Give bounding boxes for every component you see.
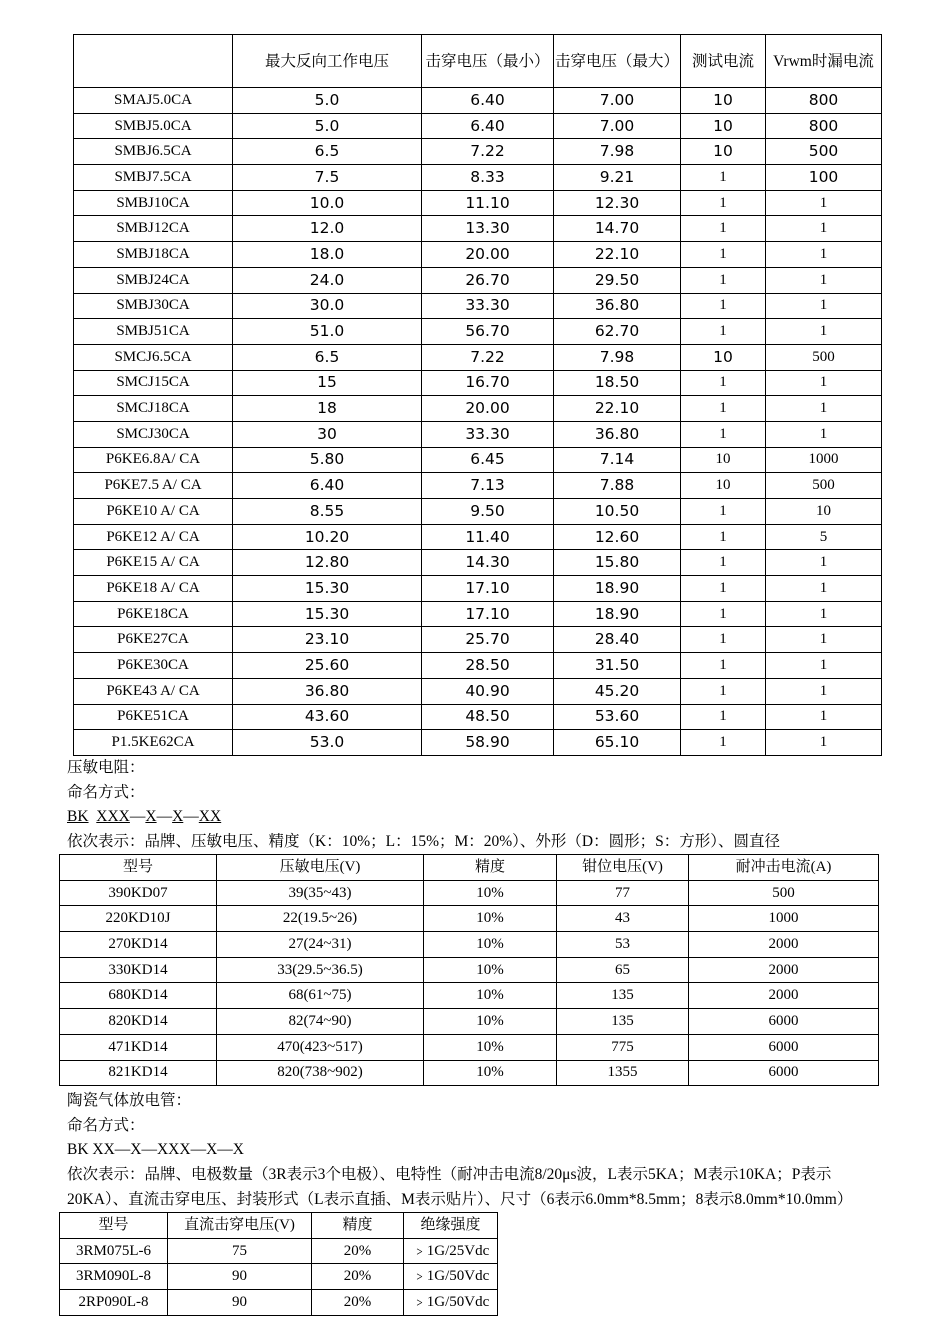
gdt-naming-label: 命名方式： — [67, 1117, 145, 1134]
tvs-cell: 36.80 — [233, 678, 422, 704]
tvs-row — [74, 473, 882, 499]
tvs-cell: 12.30 — [554, 190, 681, 216]
tvs-row — [74, 293, 882, 319]
tvs-cell: 18.90 — [554, 601, 681, 627]
gdt-header-row — [60, 1213, 498, 1239]
tvs-cell: 18 — [233, 396, 422, 422]
mov-header-cell: 耐冲击电流(A) — [689, 855, 879, 881]
tvs-cell: 36.80 — [554, 293, 681, 319]
tvs-cell: 1 — [766, 396, 882, 422]
tvs-cell: P6KE6.8A/ CA — [74, 447, 233, 473]
mov-cell: 10% — [424, 1034, 557, 1060]
tvs-cell: 26.70 — [422, 267, 554, 293]
tvs-header-cell: 测试电流 — [681, 35, 766, 88]
mov-cell: 77 — [557, 880, 689, 906]
mov-cell: 270KD14 — [60, 932, 217, 958]
tvs-cell: 1 — [681, 216, 766, 242]
tvs-cell: 10 — [766, 499, 882, 525]
tvs-cell: 20.00 — [422, 242, 554, 268]
tvs-cell: 45.20 — [554, 678, 681, 704]
tvs-cell: 7.22 — [422, 344, 554, 370]
tvs-cell: 22.10 — [554, 242, 681, 268]
mov-row — [60, 983, 879, 1009]
tvs-cell: 1 — [681, 293, 766, 319]
tvs-cell: 7.98 — [554, 139, 681, 165]
naming-separator: — — [156, 808, 173, 825]
tvs-cell: 1000 — [766, 447, 882, 473]
mov-cell: 43 — [557, 906, 689, 932]
mov-naming-label: 命名方式： — [67, 784, 145, 801]
tvs-cell: 18.50 — [554, 370, 681, 396]
mov-cell: 39(35~43) — [217, 880, 424, 906]
gdt-naming-code: BK XX—X—XXX—X—X — [67, 1141, 244, 1158]
tvs-row — [74, 576, 882, 602]
tvs-cell: SMCJ6.5CA — [74, 344, 233, 370]
mov-header-cell: 钳位电压(V) — [557, 855, 689, 881]
tvs-cell: 10.0 — [233, 190, 422, 216]
gas-discharge-tube-table — [59, 1212, 498, 1316]
tvs-cell: P6KE18CA — [74, 601, 233, 627]
tvs-cell: 36.80 — [554, 421, 681, 447]
tvs-cell: 58.90 — [422, 730, 554, 756]
gdt-header-cell: 型号 — [60, 1213, 168, 1239]
tvs-cell: P6KE43 A/ CA — [74, 678, 233, 704]
mov-cell: 10% — [424, 1060, 557, 1086]
naming-brand: BK — [67, 808, 89, 825]
tvs-cell: 25.70 — [422, 627, 554, 653]
mov-cell: 68(61~75) — [217, 983, 424, 1009]
gdt-cell: ﹥1G/50Vdc — [404, 1264, 498, 1290]
tvs-cell: 1 — [681, 499, 766, 525]
mov-cell: 10% — [424, 880, 557, 906]
gdt-description-line-2: 20KA）、直流击穿电压、封装形式（L表示直插、M表示贴片）、尺寸（6表示6.0mm*8.5mm；8表示8.0mm*10.0mm） — [67, 1191, 853, 1208]
tvs-header-cell: 最大反向工作电压 — [233, 35, 422, 88]
tvs-cell: 11.40 — [422, 524, 554, 550]
gdt-row — [60, 1238, 498, 1264]
tvs-cell: 10.20 — [233, 524, 422, 550]
tvs-cell: 6.5 — [233, 344, 422, 370]
gdt-cell: 75 — [168, 1238, 312, 1264]
tvs-cell: 24.0 — [233, 267, 422, 293]
mov-cell: 1355 — [557, 1060, 689, 1086]
mov-cell: 6000 — [689, 1034, 879, 1060]
tvs-row — [74, 601, 882, 627]
tvs-row — [74, 344, 882, 370]
tvs-row — [74, 139, 882, 165]
mov-row — [60, 1034, 879, 1060]
tvs-cell: 9.21 — [554, 165, 681, 191]
mov-cell: 82(74~90) — [217, 1009, 424, 1035]
tvs-cell: 7.88 — [554, 473, 681, 499]
tvs-row — [74, 447, 882, 473]
tvs-cell: 7.00 — [554, 88, 681, 114]
tvs-row — [74, 216, 882, 242]
tvs-cell: 17.10 — [422, 601, 554, 627]
mov-row — [60, 880, 879, 906]
tvs-cell: 53.60 — [554, 704, 681, 730]
gdt-section-title: 陶瓷气体放电管： — [67, 1092, 192, 1109]
tvs-cell: 15 — [233, 370, 422, 396]
gdt-cell: 20% — [312, 1238, 404, 1264]
mov-cell: 33(29.5~36.5) — [217, 957, 424, 983]
gdt-cell: ﹥1G/50Vdc — [404, 1290, 498, 1316]
tvs-cell: P6KE15 A/ CA — [74, 550, 233, 576]
mov-cell: 680KD14 — [60, 983, 217, 1009]
tvs-cell: 1 — [766, 319, 882, 345]
tvs-cell: 1 — [766, 550, 882, 576]
tvs-row — [74, 190, 882, 216]
tvs-cell: 1 — [681, 370, 766, 396]
tvs-cell: 1 — [681, 421, 766, 447]
gdt-description-line-1: 依次表示：品牌、电极数量（3R表示3个电极）、电特性（耐冲击电流8/20μs波，L表示5KA；M表示10KA；P表示 — [67, 1166, 832, 1183]
tvs-cell: 1 — [681, 165, 766, 191]
tvs-cell: SMBJ24CA — [74, 267, 233, 293]
tvs-cell: SMBJ10CA — [74, 190, 233, 216]
mov-cell: 1000 — [689, 906, 879, 932]
naming-separator: — — [129, 808, 146, 825]
tvs-cell: 1 — [681, 627, 766, 653]
tvs-cell: SMBJ5.0CA — [74, 113, 233, 139]
mov-cell: 10% — [424, 906, 557, 932]
tvs-cell: 1 — [681, 601, 766, 627]
tvs-cell: P6KE10 A/ CA — [74, 499, 233, 525]
tvs-header-cell: Vrwm时漏电流 — [766, 35, 882, 88]
tvs-cell: 28.40 — [554, 627, 681, 653]
tvs-cell: P6KE12 A/ CA — [74, 524, 233, 550]
mov-row — [60, 957, 879, 983]
tvs-cell: 1 — [681, 576, 766, 602]
tvs-header-row — [74, 35, 882, 88]
tvs-cell: 1 — [766, 190, 882, 216]
tvs-cell: 6.40 — [233, 473, 422, 499]
tvs-cell: 65.10 — [554, 730, 681, 756]
mov-header-row — [60, 855, 879, 881]
tvs-cell: 7.13 — [422, 473, 554, 499]
mov-cell: 10% — [424, 1009, 557, 1035]
tvs-cell: 43.60 — [233, 704, 422, 730]
tvs-cell: SMBJ6.5CA — [74, 139, 233, 165]
tvs-cell: 31.50 — [554, 653, 681, 679]
tvs-cell: 1 — [681, 678, 766, 704]
mov-cell: 10% — [424, 983, 557, 1009]
tvs-cell: 13.30 — [422, 216, 554, 242]
tvs-cell: 1 — [766, 730, 882, 756]
tvs-cell: 17.10 — [422, 576, 554, 602]
tvs-cell: 1 — [681, 524, 766, 550]
tvs-row — [74, 267, 882, 293]
tvs-cell: 62.70 — [554, 319, 681, 345]
tvs-row — [74, 165, 882, 191]
tvs-cell: 1 — [681, 730, 766, 756]
mov-cell: 22(19.5~26) — [217, 906, 424, 932]
tvs-row — [74, 704, 882, 730]
tvs-cell: 7.22 — [422, 139, 554, 165]
tvs-cell: 18.0 — [233, 242, 422, 268]
gdt-header-cell: 精度 — [312, 1213, 404, 1239]
gdt-row — [60, 1290, 498, 1316]
gdt-cell: ﹥1G/25Vdc — [404, 1238, 498, 1264]
tvs-cell: 10 — [681, 139, 766, 165]
naming-part-voltage: XXX — [96, 808, 130, 825]
mov-cell: 65 — [557, 957, 689, 983]
tvs-row — [74, 113, 882, 139]
tvs-cell: 6.5 — [233, 139, 422, 165]
tvs-cell: 11.10 — [422, 190, 554, 216]
mov-cell: 2000 — [689, 983, 879, 1009]
gdt-cell: 3RM090L-8 — [60, 1264, 168, 1290]
tvs-cell: 1 — [766, 627, 882, 653]
tvs-cell: 10.50 — [554, 499, 681, 525]
mov-cell: 821KD14 — [60, 1060, 217, 1086]
tvs-cell: 22.10 — [554, 396, 681, 422]
tvs-cell: 7.5 — [233, 165, 422, 191]
tvs-cell: P6KE27CA — [74, 627, 233, 653]
tvs-cell: 1 — [681, 704, 766, 730]
naming-separator: — — [183, 808, 199, 825]
tvs-row — [74, 550, 882, 576]
tvs-cell: SMBJ7.5CA — [74, 165, 233, 191]
varistor-table — [59, 854, 879, 1086]
tvs-row — [74, 524, 882, 550]
mov-cell: 820KD14 — [60, 1009, 217, 1035]
mov-header-cell: 压敏电压(V) — [217, 855, 424, 881]
tvs-cell: 12.80 — [233, 550, 422, 576]
tvs-cell: 33.30 — [422, 293, 554, 319]
tvs-cell: P6KE51CA — [74, 704, 233, 730]
tvs-cell: 1 — [766, 601, 882, 627]
tvs-cell: 1 — [766, 267, 882, 293]
tvs-cell: 14.70 — [554, 216, 681, 242]
tvs-diode-table — [73, 34, 882, 756]
mov-row — [60, 1009, 879, 1035]
tvs-cell: 1 — [766, 293, 882, 319]
tvs-cell: 1 — [766, 242, 882, 268]
tvs-cell: 1 — [766, 678, 882, 704]
mov-cell: 135 — [557, 983, 689, 1009]
mov-cell: 6000 — [689, 1060, 879, 1086]
tvs-cell: 800 — [766, 88, 882, 114]
mov-header-cell: 型号 — [60, 855, 217, 881]
tvs-cell: 56.70 — [422, 319, 554, 345]
tvs-cell: 12.60 — [554, 524, 681, 550]
mov-row — [60, 906, 879, 932]
mov-cell: 500 — [689, 880, 879, 906]
tvs-cell: 6.40 — [422, 88, 554, 114]
tvs-cell: 1 — [681, 242, 766, 268]
tvs-cell: 1 — [766, 704, 882, 730]
tvs-cell: 1 — [681, 550, 766, 576]
tvs-row — [74, 319, 882, 345]
mov-cell: 2000 — [689, 957, 879, 983]
tvs-cell: 7.98 — [554, 344, 681, 370]
mov-cell: 135 — [557, 1009, 689, 1035]
tvs-cell: 6.40 — [422, 113, 554, 139]
mov-row — [60, 932, 879, 958]
tvs-row — [74, 421, 882, 447]
tvs-cell: 16.70 — [422, 370, 554, 396]
tvs-cell: 1 — [681, 190, 766, 216]
mov-cell: 6000 — [689, 1009, 879, 1035]
tvs-cell: P6KE30CA — [74, 653, 233, 679]
tvs-row — [74, 499, 882, 525]
tvs-cell: 10 — [681, 88, 766, 114]
tvs-cell: 51.0 — [233, 319, 422, 345]
tvs-cell: 40.90 — [422, 678, 554, 704]
tvs-cell: 1 — [681, 653, 766, 679]
tvs-cell: 1 — [681, 319, 766, 345]
tvs-cell: P1.5KE62CA — [74, 730, 233, 756]
tvs-cell: 28.50 — [422, 653, 554, 679]
tvs-header-cell — [74, 35, 233, 88]
tvs-cell: 10 — [681, 113, 766, 139]
tvs-cell: 10 — [681, 447, 766, 473]
naming-part-tolerance: X — [145, 808, 157, 825]
mov-section-title: 压敏电阻： — [67, 759, 145, 776]
tvs-cell: 5.0 — [233, 88, 422, 114]
tvs-cell: 30 — [233, 421, 422, 447]
tvs-cell: 500 — [766, 139, 882, 165]
tvs-cell: 500 — [766, 473, 882, 499]
tvs-row — [74, 396, 882, 422]
tvs-cell: 25.60 — [233, 653, 422, 679]
tvs-cell: 6.45 — [422, 447, 554, 473]
tvs-row — [74, 242, 882, 268]
naming-part-shape: X — [172, 808, 184, 825]
mov-cell: 2000 — [689, 932, 879, 958]
tvs-cell: 1 — [681, 396, 766, 422]
tvs-cell: 53.0 — [233, 730, 422, 756]
naming-part-diameter: XX — [198, 808, 222, 825]
tvs-cell: SMCJ18CA — [74, 396, 233, 422]
tvs-cell: 1 — [766, 576, 882, 602]
tvs-row — [74, 627, 882, 653]
mov-naming-code — [67, 807, 221, 827]
mov-header-cell: 精度 — [424, 855, 557, 881]
tvs-cell: 7.14 — [554, 447, 681, 473]
tvs-cell: 15.30 — [233, 576, 422, 602]
mov-cell: 53 — [557, 932, 689, 958]
gdt-cell: 2RP090L-8 — [60, 1290, 168, 1316]
gdt-header-cell: 直流击穿电压(V) — [168, 1213, 312, 1239]
tvs-cell: 48.50 — [422, 704, 554, 730]
tvs-cell: 1 — [766, 421, 882, 447]
tvs-cell: SMCJ15CA — [74, 370, 233, 396]
mov-cell: 220KD10J — [60, 906, 217, 932]
tvs-cell: SMBJ12CA — [74, 216, 233, 242]
tvs-cell: 12.0 — [233, 216, 422, 242]
tvs-cell: 15.80 — [554, 550, 681, 576]
tvs-cell: 8.33 — [422, 165, 554, 191]
gdt-header-cell: 绝缘强度 — [404, 1213, 498, 1239]
mov-cell: 775 — [557, 1034, 689, 1060]
tvs-cell: 1 — [681, 267, 766, 293]
tvs-cell: 10 — [681, 473, 766, 499]
tvs-cell: SMBJ51CA — [74, 319, 233, 345]
mov-cell: 10% — [424, 957, 557, 983]
tvs-cell: 29.50 — [554, 267, 681, 293]
tvs-cell: 1 — [766, 216, 882, 242]
tvs-cell: 33.30 — [422, 421, 554, 447]
mov-cell: 471KD14 — [60, 1034, 217, 1060]
gdt-cell: 3RM075L-6 — [60, 1238, 168, 1264]
tvs-cell: 5.0 — [233, 113, 422, 139]
tvs-cell: 7.00 — [554, 113, 681, 139]
mov-cell: 10% — [424, 932, 557, 958]
gdt-row — [60, 1264, 498, 1290]
mov-row — [60, 1060, 879, 1086]
tvs-cell: 10 — [681, 344, 766, 370]
gdt-cell: 90 — [168, 1264, 312, 1290]
tvs-cell: 1 — [766, 653, 882, 679]
tvs-cell: 14.30 — [422, 550, 554, 576]
tvs-row — [74, 653, 882, 679]
tvs-cell: SMAJ5.0CA — [74, 88, 233, 114]
tvs-cell: 20.00 — [422, 396, 554, 422]
tvs-cell: SMCJ30CA — [74, 421, 233, 447]
tvs-row — [74, 730, 882, 756]
tvs-cell: 800 — [766, 113, 882, 139]
tvs-cell: 15.30 — [233, 601, 422, 627]
tvs-cell: 5 — [766, 524, 882, 550]
tvs-cell: 8.55 — [233, 499, 422, 525]
mov-cell: 390KD07 — [60, 880, 217, 906]
tvs-row — [74, 370, 882, 396]
tvs-cell: 9.50 — [422, 499, 554, 525]
tvs-header-cell: 击穿电压（最小） — [422, 35, 554, 88]
tvs-header-cell: 击穿电压（最大） — [554, 35, 681, 88]
tvs-cell: P6KE7.5 A/ CA — [74, 473, 233, 499]
gdt-cell: 20% — [312, 1264, 404, 1290]
tvs-cell: SMBJ30CA — [74, 293, 233, 319]
tvs-cell: 30.0 — [233, 293, 422, 319]
tvs-cell: 18.90 — [554, 576, 681, 602]
tvs-row — [74, 678, 882, 704]
gdt-cell: 90 — [168, 1290, 312, 1316]
tvs-cell: 1 — [766, 370, 882, 396]
mov-cell: 27(24~31) — [217, 932, 424, 958]
gdt-cell: 20% — [312, 1290, 404, 1316]
mov-naming-description: 依次表示：品牌、压敏电压、精度（K：10%；L：15%；M：20%）、外形（D：圆形；S：方形）、圆直径 — [67, 833, 780, 850]
mov-cell: 820(738~902) — [217, 1060, 424, 1086]
mov-cell: 470(423~517) — [217, 1034, 424, 1060]
tvs-cell: 5.80 — [233, 447, 422, 473]
tvs-row — [74, 88, 882, 114]
tvs-cell: SMBJ18CA — [74, 242, 233, 268]
mov-cell: 330KD14 — [60, 957, 217, 983]
tvs-cell: 500 — [766, 344, 882, 370]
tvs-cell: 100 — [766, 165, 882, 191]
tvs-cell: P6KE18 A/ CA — [74, 576, 233, 602]
tvs-cell: 23.10 — [233, 627, 422, 653]
